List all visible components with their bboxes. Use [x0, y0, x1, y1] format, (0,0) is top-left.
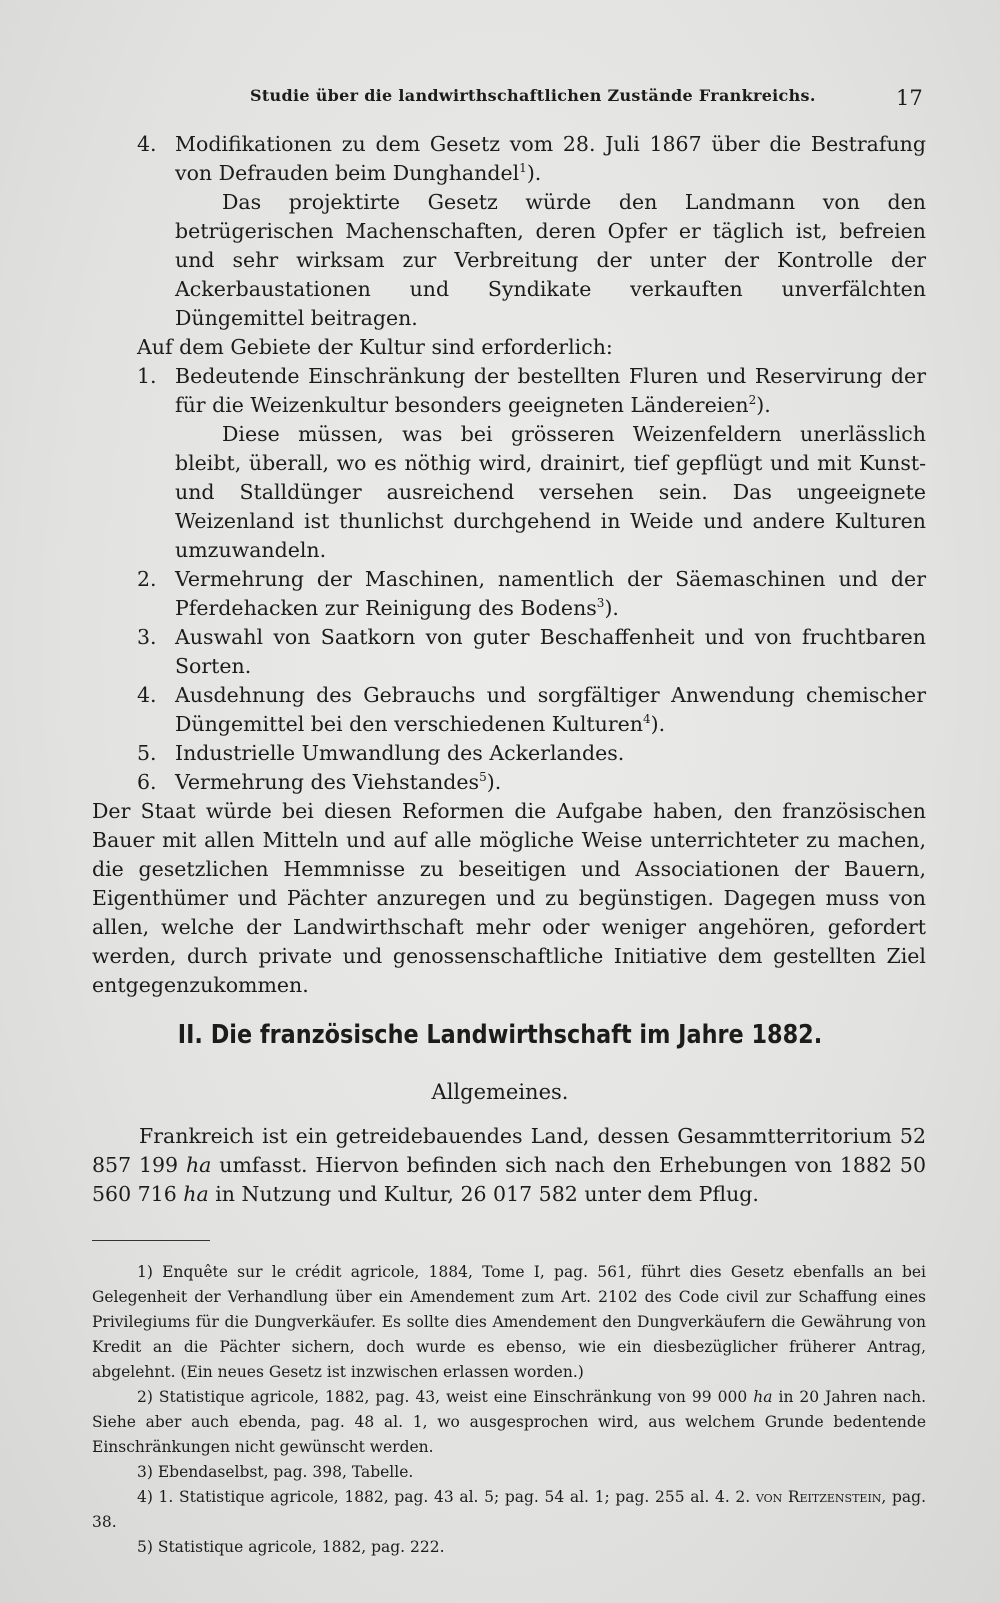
list-number: 5.: [137, 741, 157, 765]
running-title: Studie über die landwirthschaftlichen Zustände Frankreichs.: [250, 86, 816, 105]
list-text-end: ).: [486, 770, 502, 794]
footnote-text: 4) 1. Statistique agricole, 1882, pag. 43 al. 5; pag. 54 al. 1; pag. 255 al. 4. 2.: [137, 1488, 756, 1506]
list-text-end: ).: [756, 393, 771, 417]
list-subparagraph: Diese müssen, was bei grösseren Weizenfeldern unerlässlich bleibt, überall, wo es nöthig wird, drainirt, tief gepflügt und mit Kunst- und Stalldünger ausreichend versehen sein. Das ungeeignete Weizenland ist thunlichst durchgehend in Weide und andere Kulturen umzuwandeln.: [175, 422, 926, 562]
footnote-ref: 4: [643, 712, 651, 727]
list-item: [92, 362, 926, 565]
unit-ha: ha: [183, 1182, 209, 1206]
list-text-end: ).: [650, 712, 666, 736]
list-number: 4.: [137, 683, 157, 707]
list-text: Auswahl von Saatkorn von guter Beschaffenheit und von fruchtbaren Sorten.: [175, 625, 926, 678]
footnote-text: 2) Statistique agricole, 1882, pag. 43, weist eine Einschränkung von 99 000: [137, 1388, 754, 1406]
intro-text: in Nutzung und Kultur, 26 017 582 unter dem Pflug.: [208, 1182, 759, 1206]
footnote-3: 3) Ebendaselbst, pag. 398, Tabelle.: [137, 1463, 414, 1481]
list-item: [92, 768, 926, 797]
list-item: [92, 623, 926, 681]
list-text: Bedeutende Einschränkung der bestellten Fluren und Reservirung der für die Weizenkultur besonders geeigneten Ländereien: [175, 364, 926, 417]
footnote-2: [92, 1385, 926, 1460]
culture-intro: Auf dem Gebiete der Kultur sind erforderlich:: [137, 335, 613, 359]
section-subtitle: Allgemeines.: [431, 1080, 569, 1104]
list-subparagraph: Das projektirte Gesetz würde den Landmann von den betrügerischen Machenschaften, deren Opfer er täglich ist, befreien und sehr wirksam zur Verbreitung der unter der Kontrolle der Ackerbaustationen und Syndikate verkauften unverfälchten Düngemittel beitragen.: [175, 190, 926, 330]
state-paragraph: Der Staat würde bei diesen Reformen die Aufgabe haben, den französischen Bauer mit allen Mitteln und auf alle mögliche Weise unterrichteter zu machen, die gesetzlichen Hemmnisse zu beseitigen und Associationen der Bauern, Eigenthümer und Pächter anzuregen und zu begünstigen. Dagegen muss von allen, welche der Landwirthschaft mehr oder weniger angehören, gefordert werden, durch private und genossenschaftliche Initiative dem gestellten Ziel entgegenzukommen.: [92, 799, 926, 997]
list-text: Vermehrung des Viehstandes: [175, 770, 480, 794]
list-item: [92, 739, 926, 768]
footnote-ref: 3: [596, 596, 605, 611]
footnote-ref: 1: [519, 161, 527, 176]
list-item-modifikationen: [92, 130, 926, 333]
list-text-end: ).: [526, 161, 542, 185]
section-title: II. Die französische Landwirthschaft im Jahre 1882.: [177, 1020, 823, 1050]
list-item: [92, 681, 926, 739]
list-number: 4.: [137, 132, 157, 156]
footnote-1: 1) Enquête sur le crédit agricole, 1884, Tome I, pag. 561, führt dies Gesetz ebenfalls an bei Gelegenheit der Verhandlung über ein Amendement zum Art. 2102 des Code civil zur Schaffung eines Privilegiums für die Dungverkäufer. Es sollte dies Amendement den Dungverkäufern die Gewährung von Kredit an die Pächter sichern, doch wurde es ebenso, wie ein diesbezüglicher früherer Antrag, abgelehnt. (Ein neues Gesetz ist inzwischen erlassen worden.): [92, 1263, 926, 1381]
intro-text: Frankreich ist ein getreidebauendes Land, dessen Gesammtterritorium 52 857 199: [92, 1124, 926, 1177]
list-text: Vermehrung der Maschinen, namentlich der Säemaschinen und der Pferdehacken zur Reinigung des Bodens: [175, 567, 926, 620]
list-item: [92, 565, 926, 623]
intro-paragraph: [92, 1122, 926, 1209]
list-text: Ausdehnung des Gebrauchs und sorgfältiger Anwendung chemischer Düngemittel bei den verschiedenen Kulturen: [175, 683, 926, 736]
footnote-text: , pag. 38.: [92, 1488, 926, 1531]
unit-ha: ha: [185, 1153, 212, 1177]
intro-text: umfasst. Hiervon befinden sich nach den Erhebungen von 1882 50 560 716: [92, 1153, 926, 1206]
footnotes: [92, 1260, 926, 1560]
list-text-end: ).: [604, 596, 619, 620]
list-text: Industrielle Umwandlung des Ackerlandes.: [175, 741, 625, 765]
footnote-4: [92, 1485, 926, 1535]
page-number: 17: [896, 86, 923, 110]
footnote-5: 5) Statistique agricole, 1882, pag. 222.: [137, 1538, 445, 1556]
author-name: von Reitzenstein: [755, 1488, 882, 1506]
footnote-ref: 5: [479, 770, 487, 785]
footnote-divider: [92, 1240, 210, 1241]
list-number: 3.: [137, 625, 157, 649]
list-text: Modifikationen zu dem Gesetz vom 28. Juli 1867 über die Bestrafung von Defrauden beim Dunghandel: [175, 132, 926, 185]
unit-ha: ha: [753, 1388, 773, 1406]
list-number: 6.: [137, 770, 157, 794]
footnote-ref: 2: [748, 393, 757, 408]
list-number: 1.: [137, 364, 157, 388]
list-number: 2.: [137, 567, 157, 591]
main-text: [92, 130, 926, 1000]
footnote-text: in 20 Jahren nach. Siehe aber auch ebenda, pag. 48 al. 1, wo ausgesprochen wird, aus welchem Grunde bedentende Einschränkungen nicht gewünscht werden.: [92, 1388, 926, 1456]
